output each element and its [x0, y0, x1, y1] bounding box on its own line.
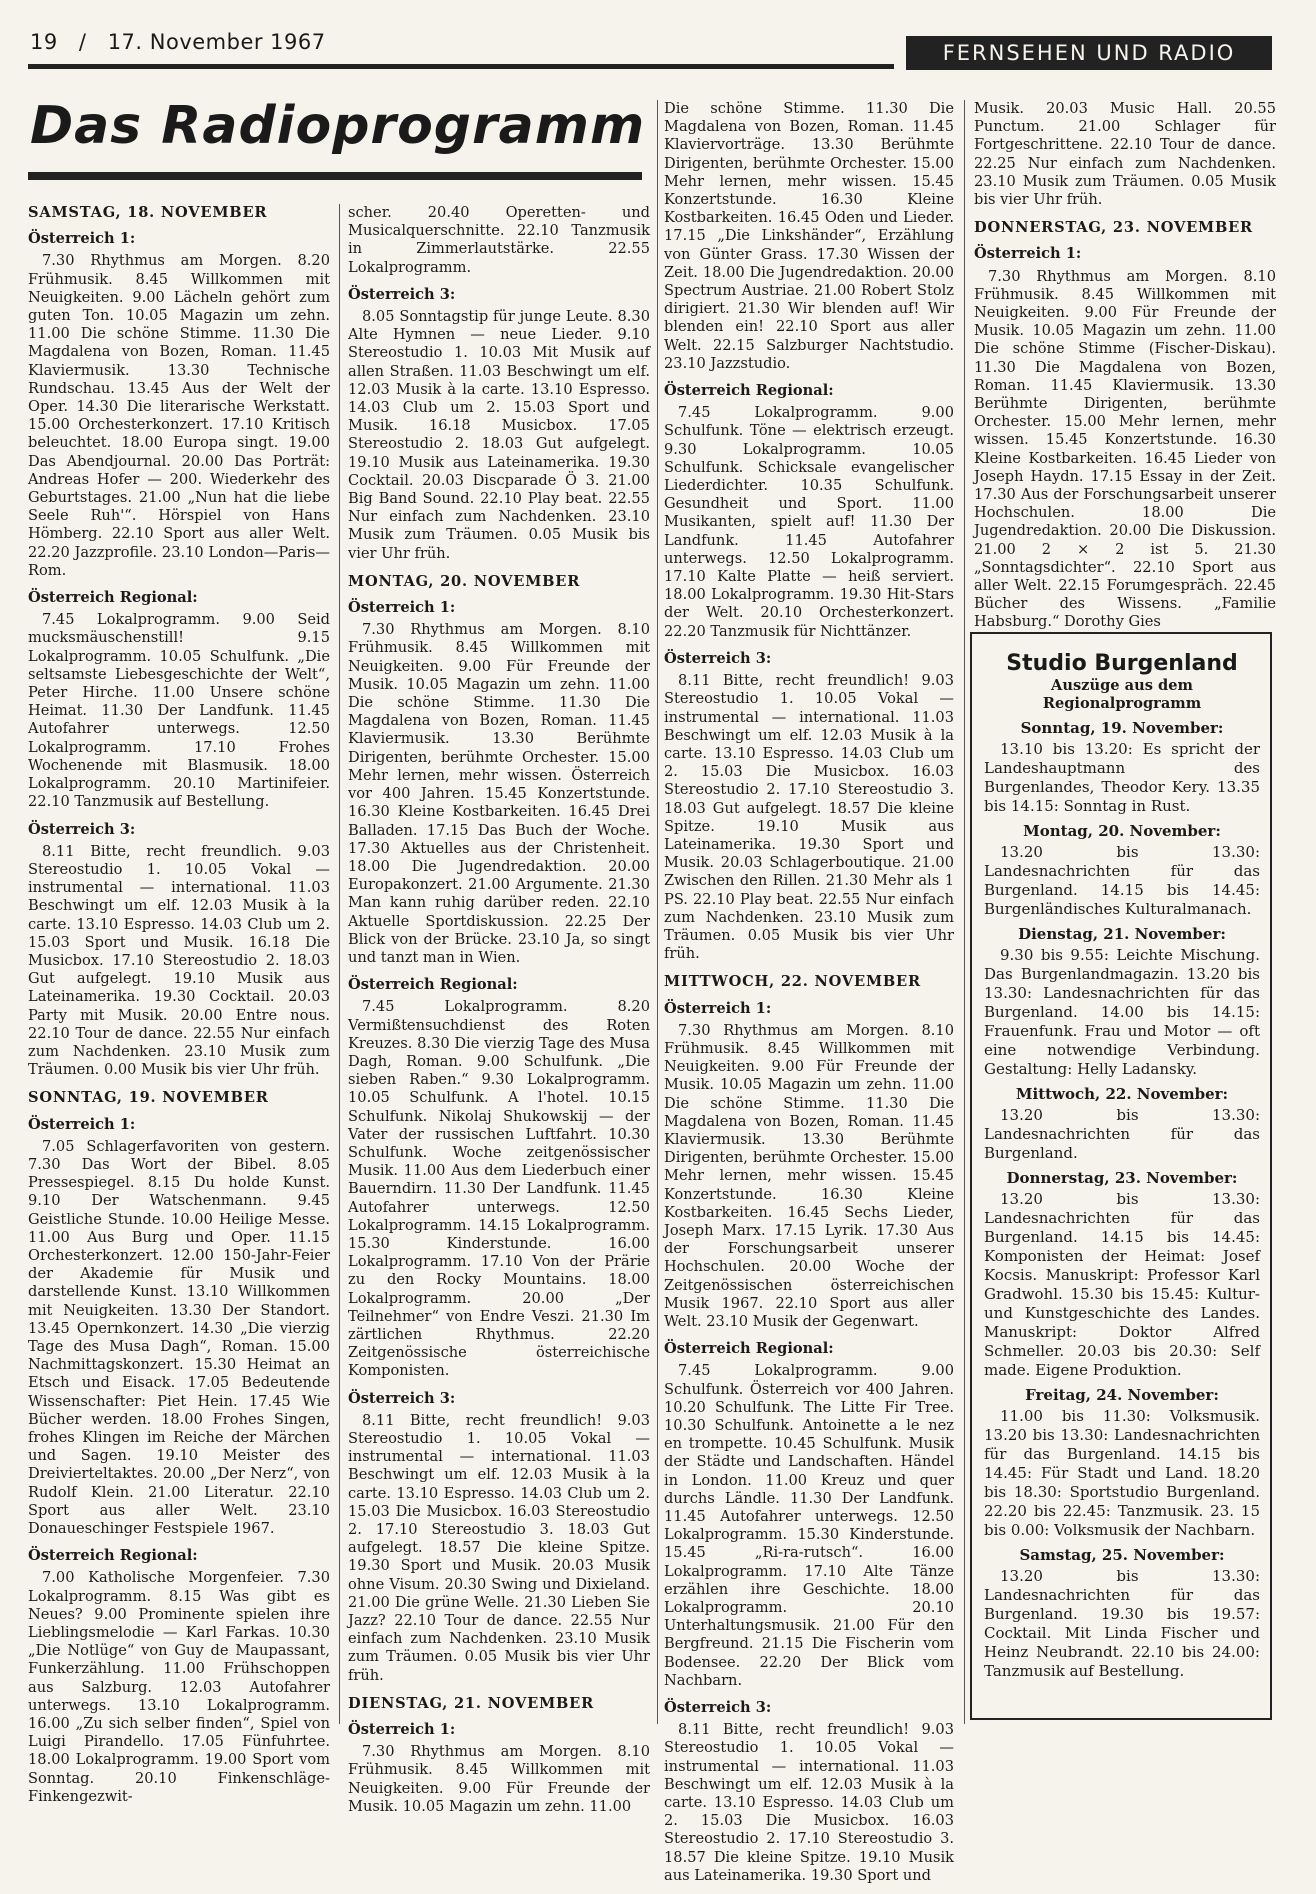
station-heading: Österreich 1:: [348, 599, 456, 617]
box-day-heading: Sonntag, 19. November:: [1020, 719, 1224, 737]
program-listing: 8.11 Bitte, recht freundlich! 9.03 Stereostudio 1. 10.05 Vokal — instrumental — international. 11.03 Beschwingt um elf. 12.03 Musik à la carte. 13.10 Espresso. 14.03 Club um 2. 15.03 Die Musicbox. 16.03 Stereostudio 2. 17.10 Stereostudio 3. 18.03 Gut aufgelegt. 18.57 Die kleine Spitze. 19.30 Sport und Musik. 20.03 Musik ohne Visum. 20.30 Swing und Dixieland. 21.00 Die grüne Welle. 21.30 Lieben Sie Jazz? 22.10 Tour de dance. 22.55 Nur einfach zum Nachdenken. 23.10 Musik zum Träumen. 0.05 Musik bis vier Uhr früh.: [348, 1411, 650, 1684]
program-listing: 7.30 Rhythmus am Morgen. 8.10 Frühmusik. 8.45 Willkommen mit Neuigkeiten. 9.00 Für Freunde der Musik. 10.05 Magazin um zehn. 11.00 Die schöne Stimme. 11.30 Die Magdalena von Bozen, Roman. 11.45 Klaviermusik. 13.30 Berühmte Dirigenten, berühmte Orchester. 15.00 Mehr lernen, mehr wissen. 15.45 Konzertstunde. 16.30 Kleine Kostbarkeiten. 16.45 Sechs Lieder, Joseph Marx. 17.15 Lyrik. 17.30 Aus der Forschungsarbeit unserer Hochschulen. 20.00 Woche der Zeitgenössischen österreichischen Musik 1967. 22.10 Sport aus aller Welt. 23.10 Musik der Gegenwart.: [664, 1021, 954, 1330]
station-heading: Österreich 3:: [348, 1389, 456, 1407]
box-day-heading: Samstag, 25. November:: [1019, 1546, 1225, 1564]
program-listing: 7.45 Lokalprogramm. 8.20 Vermißtensuchdienst des Roten Kreuzes. 8.30 Die vierzig Tage des Musa Dagh, Roman. 9.00 Schulfunk. „Die sieben Raben.“ 9.30 Lokalprogramm. 10.05 Schulfunk. A l'hotel. 10.15 Schulfunk. Nikolaj Shukowskij — der Vater der russischen Luftfahrt. 10.30 Schulfunk. Woche zeitgenössischer Musik. 11.00 Aus dem Liederbuch einer Bauerndirn. 11.30 Der Landfunk. 11.45 Autofahrer unterwegs. 12.50 Lokalprogramm. 14.15 Lokalprogramm. 15.30 Kinderstunde. 16.00 Lokalprogramm. 17.10 Von der Prärie zu den Rocky Mountains. 18.00 Lokalprogramm. 20.00 „Der Teilnehmer“ von Endre Veszi. 21.30 Im zärtlichen Rhythmus. 22.20 Zeitgenössische österreichische Komponisten.: [348, 998, 650, 1380]
program-listing: 7.30 Rhythmus am Morgen. 8.10 Frühmusik. 8.45 Willkommen mit Neuigkeiten. 9.00 Für Freunde der Musik. 10.05 Magazin um zehn. 11.00 Die schöne Stimme (Fischer-Diskau). 11.30 Die Magdalena von Bozen, Roman. 11.45 Klaviermusik. 13.30 Berühmte Dirigenten, berühmte Orchester. 15.00 Mehr lernen, mehr wissen. 15.45 Konzertstunde. 16.30 Kleine Kostbarkeiten. 16.45 Lieder von Joseph Haydn. 17.15 Essay in der Zeit. 17.30 Aus der Forschungsarbeit unserer Hochschulen. 18.00 Die Jugendredaktion. 20.00 Die Diskussion. 21.00 2 × 2 ist 5. 21.30 „Sonntagsdichter“. 22.10 Sport aus aller Welt. 22.15 Forumgespräch. 22.45 Bücher des Wissens. „Familie Habsburg.“ Dorothy Gies: [974, 267, 1276, 631]
station-heading: Österreich Regional:: [664, 382, 834, 400]
day-heading: DIENSTAG, 21. NOVEMBER: [348, 1694, 595, 1712]
box-day-listing: 13.20 bis 13.30: Landesnachrichten für das Burgenland.: [984, 1106, 1260, 1162]
section-badge: FERNSEHEN UND RADIO: [906, 36, 1272, 70]
program-listing: 8.05 Sonntagstip für junge Leute. 8.30 Alte Hymnen — neue Lieder. 9.10 Stereostudio 1. 10.03 Mit Musik auf allen Straßen. 11.03 Beschwingt um elf. 12.03 Musik à la carte. 13.10 Espresso. 14.03 Club um 2. 15.03 Sport und Musik. 16.18 Musicbox. 17.05 Stereostudio 2. 18.03 Gut aufgelegt. 19.10 Musik aus Lateinamerika. 19.30 Cocktail. 20.03 Discparade Ö 3. 21.00 Big Band Sound. 22.10 Play beat. 22.55 Nur einfach zum Nachdenken. 23.10 Musik zum Träumen. 0.05 Musik bis vier Uhr früh.: [348, 308, 650, 562]
program-listing: 7.45 Lokalprogramm. 9.00 Schulfunk. Töne — elektrisch erzeugt. 9.30 Lokalprogramm. 10.05 Schulfunk. Schicksale evangelischer Liederdichter. 10.35 Schulfunk. Gesundheit und Sport. 11.00 Musikanten, spielt auf! 11.30 Der Landfunk. 11.45 Autofahrer unterwegs. 12.50 Lokalprogramm. 17.10 Kalte Platte — heiß serviert. 18.00 Lokalprogramm. 19.30 Hit-Stars der Welt. 20.10 Orchesterkonzert. 22.20 Tanzmusik für Nichttänzer.: [664, 404, 954, 640]
studio-burgenland-box: [970, 632, 1272, 1720]
column-3: [664, 100, 954, 1894]
box-schedule: [984, 719, 1260, 1681]
box-day-listing: 13.20 bis 13.30: Landesnachrichten für das Burgenland. 19.30 bis 19.57: Cocktail. Mit Linda Fischer und Heinz Neubrandt. 22.10 bis 24.00: Tanzmusik auf Bestellung.: [984, 1567, 1260, 1680]
station-heading: Österreich Regional:: [28, 1547, 198, 1565]
station-heading: Österreich Regional:: [348, 976, 518, 994]
column-rule: [964, 100, 965, 1724]
box-subtitle-line: Regionalprogramm: [1042, 695, 1202, 712]
page-title: Das Radioprogramm: [30, 96, 646, 156]
day-heading: DONNERSTAG, 23. NOVEMBER: [974, 219, 1253, 237]
box-day-listing: 13.20 bis 13.30: Landesnachrichten für das Burgenland. 14.15 bis 14.45: Burgenländisches Kulturalmanach.: [984, 843, 1260, 918]
box-day-heading: Donnerstag, 23. November:: [1006, 1169, 1238, 1187]
station-heading: Österreich 3:: [664, 1699, 772, 1717]
column-1: [28, 204, 330, 1815]
box-day-heading: Dienstag, 21. November:: [1018, 925, 1226, 943]
title-rule: [28, 172, 642, 180]
day-heading: SONNTAG, 19. NOVEMBER: [28, 1089, 269, 1107]
station-heading: Österreich 3:: [28, 820, 136, 838]
station-heading: Österreich 1:: [664, 999, 772, 1017]
program-listing: 7.05 Schlagerfavoriten von gestern. 7.30 Das Wort der Bibel. 8.05 Pressespiegel. 8.15 Du holde Kunst. 9.10 Der Watschenmann. 9.45 Geistliche Stunde. 10.00 Heilige Messe. 11.00 Aus Burg und Oper. 11.15 Orchesterkonzert. 12.00 150-Jahr-Feier der Akademie für Musik und darstellende Kunst. 13.10 Willkommen mit Neuigkeiten. 13.30 Der Standort. 13.45 Opernkonzert. 14.30 „Die vierzig Tage des Musa Dagh“, Roman. 15.00 Nachmittagskonzert. 15.30 Heimat an Etsch und Eisack. 17.05 Bedeutende Wissenschafter: Piet Hein. 17.45 Wie Bücher werden. 18.00 Frohes Singen, frohes Klingen im Reiche der Märchen und Sagen. 19.10 Meister des Dreivierteltaktes. 20.00 „Der Nerz“, von Rudolf Klein. 21.00 Literatur. 22.10 Sport aus aller Welt. 23.10 Donaueschinger Festspiele 1967.: [28, 1137, 330, 1538]
program-listing: 7.45 Lokalprogramm. 9.00 Schulfunk. Österreich vor 400 Jahren. 10.20 Schulfunk. The Litte Fir Tree. 10.30 Schulfunk. Antoinette a le nez en trompette. 10.45 Schulfunk. Musik der Städte und Landschaften. Händel in London. 11.00 Kreuz und quer durchs Ländle. 11.30 Der Landfunk. 11.45 Autofahrer unterwegs. 12.50 Lokalprogramm. 15.30 Kinderstunde. 15.45 „Ri-ra-rutsch“. 16.00 Lokalprogramm. 17.10 Alte Tänze erzählen ihre Geschichte. 18.00 Lokalprogramm. 20.10 Unterhaltungsmusik. 21.00 Für den Bergfreund. 21.15 Die Fischerin vom Bodensee. 22.20 Der Blick vom Nachbarn.: [664, 1362, 954, 1689]
station-heading: Österreich 3:: [348, 285, 456, 303]
box-day-listing: 13.20 bis 13.30: Landesnachrichten für das Burgenland. 14.15 bis 14.45: Komponisten der Heimat: Josef Kocsis. Manuskript: Professor Karl Gradwohl. 15.30 bis 15.45: Kultur- und Kunstgeschichte des Landes. Manuskript: Doktor Alfred Schmeller. 20.03 bis 20.30: Self made. Eigene Produktion.: [984, 1190, 1260, 1379]
program-listing: 8.11 Bitte, recht freundlich! 9.03 Stereostudio 1. 10.05 Vokal — instrumental — international. 11.03 Beschwingt um elf. 12.03 Musik à la carte. 13.10 Espresso. 14.03 Club um 2. 15.03 Die Musicbox. 16.03 Stereostudio 2. 17.10 Stereostudio 3. 18.03 Gut aufgelegt. 18.57 Die kleine Spitze. 19.10 Musik aus Lateinamerika. 19.30 Sport und Musik. 20.03 Schlagerboutique. 21.00 Zwischen den Rillen. 21.30 Mehr als 1 PS. 22.10 Play beat. 22.55 Nur einfach zum Nachdenken. 23.10 Musik zum Träumen. 0.05 Musik bis vier Uhr früh.: [664, 672, 954, 963]
program-listing: 7.30 Rhythmus am Morgen. 8.10 Frühmusik. 8.45 Willkommen mit Neuigkeiten. 9.00 Für Freunde der Musik. 10.05 Magazin um zehn. 11.00 Die schöne Stimme. 11.30 Die Magdalena von Bozen, Roman. 11.45 Klaviermusik. 13.30 Berühmte Dirigenten, berühmte Orchester. 15.00 Mehr lernen, mehr wissen. Österreich vor 400 Jahren. 15.45 Konzertstunde. 16.30 Kleine Kostbarkeiten. 16.45 Drei Balladen. 17.15 Das Buch der Woche. 17.30 Aktuelles aus der Christenheit. 18.00 Die Jugendredaktion. 20.00 Europakonzert. 21.00 Argumente. 21.30 Man kann ruhig darüber reden. 22.10 Aktuelle Sportdiskussion. 22.25 Der Blick von der Brücke. 23.10 Ja, so singt und tanzt man in Wien.: [348, 621, 650, 966]
box-day-heading: Mittwoch, 22. November:: [1015, 1085, 1229, 1103]
box-subtitle: [984, 677, 1260, 713]
program-listing: Die schöne Stimme. 11.30 Die Magdalena von Bozen, Roman. 11.45 Klaviervorträge. 13.30 Berühmte Dirigenten, berühmte Orchester. 15.00 Mehr lernen, mehr wissen. 15.45 Konzertstunde. 16.30 Kleine Kostbarkeiten. 16.45 Oden und Lieder. 17.15 „Die Linkshänder“, Erzählung von Günter Grass. 17.30 Wissen der Zeit. 18.00 Die Jugendredaktion. 20.00 Spectrum Austriae. 21.00 Robert Stolz dirigiert. 21.30 Wir blenden auf! Wir blenden ein! 22.10 Sport aus aller Welt. 22.15 Salzburger Nachtstudio. 23.10 Jazzstudio.: [664, 100, 954, 372]
day-heading: SAMSTAG, 18. NOVEMBER: [28, 204, 268, 221]
station-heading: Österreich 1:: [28, 230, 136, 248]
station-heading: Österreich Regional:: [28, 589, 198, 607]
header-separator: /: [78, 30, 87, 54]
station-heading: Österreich 1:: [348, 1721, 456, 1739]
program-listing: 7.00 Katholische Morgenfeier. 7.30 Lokalprogramm. 8.15 Was gibt es Neues? 9.00 Prominente spielen ihre Lieblingsmelodie — Karl Farkas. 10.30 „Die Notlüge“ von Guy de Maupassant, Funkerzählung. 11.00 Frühschoppen aus Salzburg. 12.03 Autofahrer unterwegs. 13.10 Lokalprogramm. 16.00 „Zu sich selber finden“, Spiel von Luigi Pirandello. 17.05 Fünfuhrtee. 18.00 Lokalprogramm. 19.00 Sport vom Sonntag. 20.10 Finkenschläge-Finkengezwit-: [28, 1569, 330, 1805]
program-listing: 7.30 Rhythmus am Morgen. 8.20 Frühmusik. 8.45 Willkommen mit Neuigkeiten. 9.00 Lächeln gehört zum guten Ton. 10.05 Magazin um zehn. 11.00 Die schöne Stimme. 11.30 Die Magdalena von Bozen, Roman. 11.45 Klaviermusik. 13.30 Technische Rundschau. 13.45 Aus der Welt der Oper. 14.30 Die literarische Werkstatt. 15.00 Orchesterkonzert. 17.10 Kritisch beleuchtet. 18.00 Europa singt. 19.00 Das Abendjournal. 20.00 Das Porträt: Andreas Hofer — 200. Wiederkehr des Geburtstages. 21.00 „Nun hat die liebe Seele Ruh'“. Hörspiel von Hans Hömberg. 22.10 Sport aus aller Welt. 22.20 Jazzprofile. 23.10 London—Paris—Rom.: [28, 252, 330, 579]
box-day-listing: 13.10 bis 13.20: Es spricht der Landeshauptmann des Burgenlandes, Theodor Kery. 13.35 bis 14.15: Sonntag in Rust.: [984, 740, 1260, 815]
day-heading: MONTAG, 20. NOVEMBER: [348, 572, 581, 590]
day-heading: MITTWOCH, 22. NOVEMBER: [664, 973, 921, 991]
header-rule: [28, 64, 894, 69]
column-rule: [657, 100, 658, 1724]
program-listing: Musik. 20.03 Music Hall. 20.55 Punctum. 21.00 Schlager für Fortgeschrittene. 22.10 Tour de dance. 22.25 Nur einfach zum Nachdenken. 23.10 Musik zum Träumen. 0.05 Musik bis vier Uhr früh.: [974, 100, 1276, 209]
program-listing: scher. 20.40 Operetten- und Musicalquerschnitte. 22.10 Tanzmusik in Zimmerlautstärke. 22.55 Lokalprogramm.: [348, 204, 650, 276]
box-day-heading: Freitag, 24. November:: [1025, 1386, 1219, 1404]
column-2: [348, 204, 650, 1825]
box-title: Studio Burgenland: [1006, 651, 1238, 676]
page-header: [30, 30, 340, 54]
page-number: 19: [30, 30, 58, 54]
station-heading: Österreich 1:: [28, 1115, 136, 1133]
program-listing: 8.11 Bitte, recht freundlich. 9.03 Stereostudio 1. 10.05 Vokal — instrumental — international. 11.03 Beschwingt um elf. 12.03 Musik à la carte. 13.10 Espresso. 14.03 Club um 2. 15.03 Sport und Musik. 16.18 Die Musicbox. 17.10 Stereostudio 2. 18.03 Gut aufgelegt. 19.10 Musik aus Lateinamerika. 19.30 Cocktail. 20.03 Party mit Musik. 20.00 Entre nous. 22.10 Tour de dance. 22.55 Nur einfach zum Nachdenken. 23.10 Musik zum Träumen. 0.00 Musik bis vier Uhr früh.: [28, 842, 330, 1079]
column-rule: [339, 204, 340, 1724]
box-day-listing: 11.00 bis 11.30: Volksmusik. 13.20 bis 13.30: Landesnachrichten für das Burgenland. 14.15 bis 14.45: Für Stadt und Land. 18.20 bis 18.30: Sportstudio Burgenland. 22.20 bis 22.45: Tanzmusik. 23. 15 bis 0.00: Volksmusik der Nachbarn.: [984, 1407, 1260, 1539]
column-4: [974, 100, 1276, 641]
program-listing: 8.11 Bitte, recht freundlich! 9.03 Stereostudio 1. 10.05 Vokal — instrumental — international. 11.03 Beschwingt um elf. 12.03 Musik à la carte. 13.10 Espresso. 14.03 Club um 2. 15.03 Die Musicbox. 16.03 Stereostudio 2. 17.10 Stereostudio 3. 18.57 Die kleine Spitze. 19.10 Musik aus Lateinamerika. 19.30 Sport und: [664, 1721, 954, 1884]
station-heading: Österreich 1:: [974, 245, 1082, 263]
station-heading: Österreich Regional:: [664, 1340, 834, 1358]
box-day-heading: Montag, 20. November:: [1023, 822, 1221, 840]
box-subtitle-line: Auszüge aus dem: [1051, 677, 1193, 694]
box-day-listing: 9.30 bis 9.55: Leichte Mischung. Das Burgenlandmagazin. 13.20 bis 13.30: Landesnachrichten für das Burgenland. 14.00 bis 14.15: Frauenfunk. Frau und Motor — oft eine notwendige Verbindung. Gestaltung: Helly Ladansky.: [984, 946, 1260, 1078]
program-listing: 7.45 Lokalprogramm. 9.00 Seid mucksmäuschenstill! 9.15 Lokalprogramm. 10.05 Schulfunk. „Die seltsamste Liebesgeschichte der Welt“, Peter Hirche. 11.00 Unsere schöne Heimat. 11.30 Der Landfunk. 11.45 Autofahrer unterwegs. 12.50 Lokalprogramm. 17.10 Frohes Wochenende mit Blasmusik. 18.00 Lokalprogramm. 20.10 Martinifeier. 22.10 Tanzmusik auf Bestellung.: [28, 611, 330, 811]
issue-date: 17. November 1967: [107, 30, 326, 54]
station-heading: Österreich 3:: [664, 649, 772, 667]
program-listing: 7.30 Rhythmus am Morgen. 8.10 Frühmusik. 8.45 Willkommen mit Neuigkeiten. 9.00 Für Freunde der Musik. 10.05 Magazin um zehn. 11.00: [348, 1743, 650, 1815]
